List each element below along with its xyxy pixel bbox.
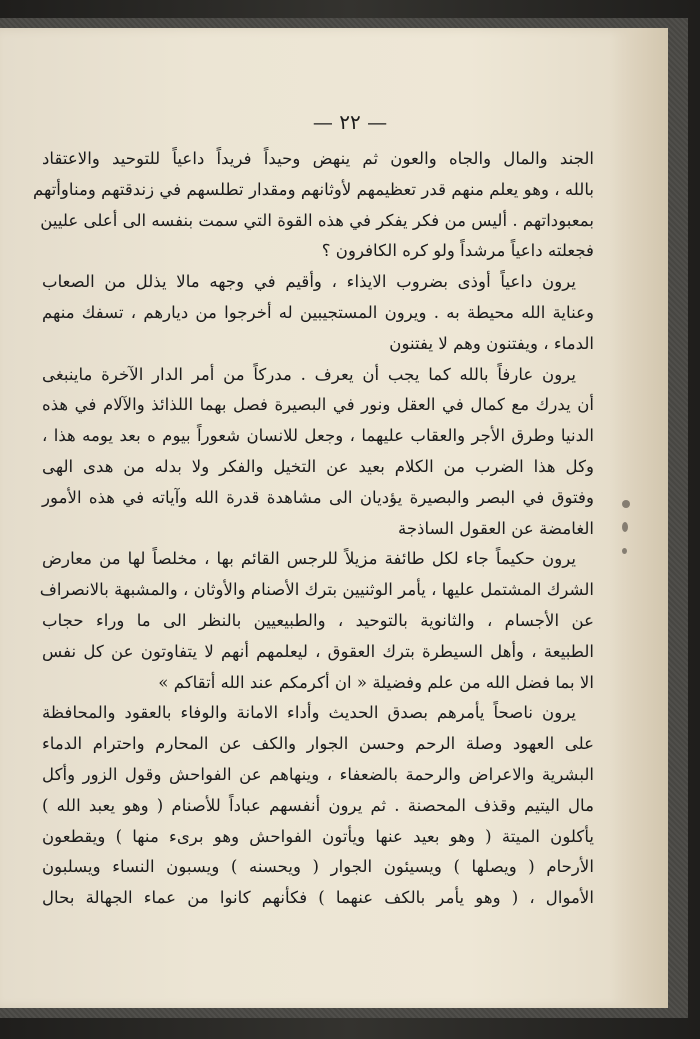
text-line: يأكلون الميتة ( وهو بعيد عنها ويأتون الفواحش وهو برىء منها ) ويقطعون xyxy=(42,826,594,846)
text-line: الدماء ، ويفتنون وهم لا يفتنون xyxy=(389,333,594,353)
text-line: البشرية والاعراض والرحمة بالضعفاء ، وينهاهم عن الفواحش وقول الزور وأكل xyxy=(42,764,594,784)
text-line: الجند والمال والجاه والعون ثم ينهض وحيداً فريداً داعياً للتوحيد والاعتقاد xyxy=(42,149,594,168)
ink-blot xyxy=(622,548,627,554)
text-line: الطبيعة ، وأهل السيطرة بترك العقوق ، ليعلمهم أنهم لا يتفاوتون عن كل نفس xyxy=(42,641,594,661)
ink-blot xyxy=(622,500,630,508)
text-line: بالله ، وهو يعلم منهم قدر تعظيمهم لأوثانهم ومقدار تطلسهم في زندقتهم ومناوأتهم xyxy=(33,179,594,199)
paragraph xyxy=(42,360,594,545)
text-line: وكل هذا الضرب من الكلام بعيد عن التخيل والفكر ولا بدله من هدى الهى xyxy=(42,456,594,476)
text-line: الشرك المشتمل عليها ، يأمر الوثنيين بترك الأصنام والأوثان ، والمشبهة بالانصراف xyxy=(39,580,594,600)
paragraph xyxy=(33,144,594,267)
text-line: وعناية الله محيطة به . ويرون المستجيبين له أخرجوا من ديارهم ، تسفك منهم xyxy=(42,302,594,322)
paragraph xyxy=(42,267,594,359)
body-text xyxy=(33,144,594,914)
text-line: على العهود وصلة الرحم وحسن الجوار والكف عن المحارم واحترام الدماء xyxy=(42,734,594,754)
paragraph xyxy=(42,698,594,914)
text-line: الا بما فضل الله من علم وفضيلة « ان أكرمكم عند الله أتقاكم » xyxy=(158,672,594,692)
paragraph xyxy=(39,544,594,698)
text-line: الأموال ، ( وهو يأمر بالكف عنهما ) فكأنهم كانوا من عماء الجهالة بحال xyxy=(42,888,594,908)
text-line: وفتوق في البصر والبصيرة يؤديان الى مشاهدة قدرة الله وآياته في هذه الأمور xyxy=(42,487,594,507)
text-line: بمعبوداتهم . أليس من فكر يفكر في هذه القوة التي سمت بنفسه الى أعلى عليين xyxy=(40,210,594,230)
page-edge-shadow xyxy=(610,28,668,1008)
text-line: يرون حكيماً جاء لكل طائفة مزيلاً للرجس القائم بها ، مخلصاً لها من معارض xyxy=(42,549,576,569)
text-line: أن يدرك مع كمال في العقل ونور في البصيرة فصل بهما اللذائذ والآلام في هذه xyxy=(42,395,594,415)
text-line: فجعلته داعياً مرشداً ولو كره الكافرون ؟ xyxy=(321,241,594,261)
text-line: عن الأجسام ، والثانوية بالتوحيد ، والطبيعيين بالنظر الى ما وراء حجاب xyxy=(42,610,594,630)
text-line: الدنيا وطرق الأجر والعقاب عليهما ، وجعل للانسان شعوراً بيوم ه بعد يومه هذا ، xyxy=(42,426,594,446)
text-line: الأرحام ( ويصلها ) ويسيئون الجوار ( ويحسنه ) ويسبون النساء ويسلبون xyxy=(42,857,594,877)
text-line: يرون عارفاً بالله كما يجب أن يعرف . مدركاً من أمر الدار الآخرة ماينبغى xyxy=(42,364,576,384)
text-line: مال اليتيم وقذف المحصنة . ثم يرون أنفسهم عباداً للأصنام ( وهو يعبد الله ) xyxy=(42,795,594,815)
text-line: يرون ناصحاً يأمرهم بصدق الحديث وأداء الامانة والوفاء بالعقود والمحافظة xyxy=(42,703,576,723)
text-line: الغامضة عن العقول الساذجة xyxy=(397,518,594,538)
ink-blot xyxy=(622,522,628,532)
page-number: — ٢٢ — xyxy=(312,110,388,134)
text-line: يرون داعياً أوذى بضروب الايذاء ، وأقيم في وجهه مالا يذلل من الصعاب xyxy=(42,272,576,292)
